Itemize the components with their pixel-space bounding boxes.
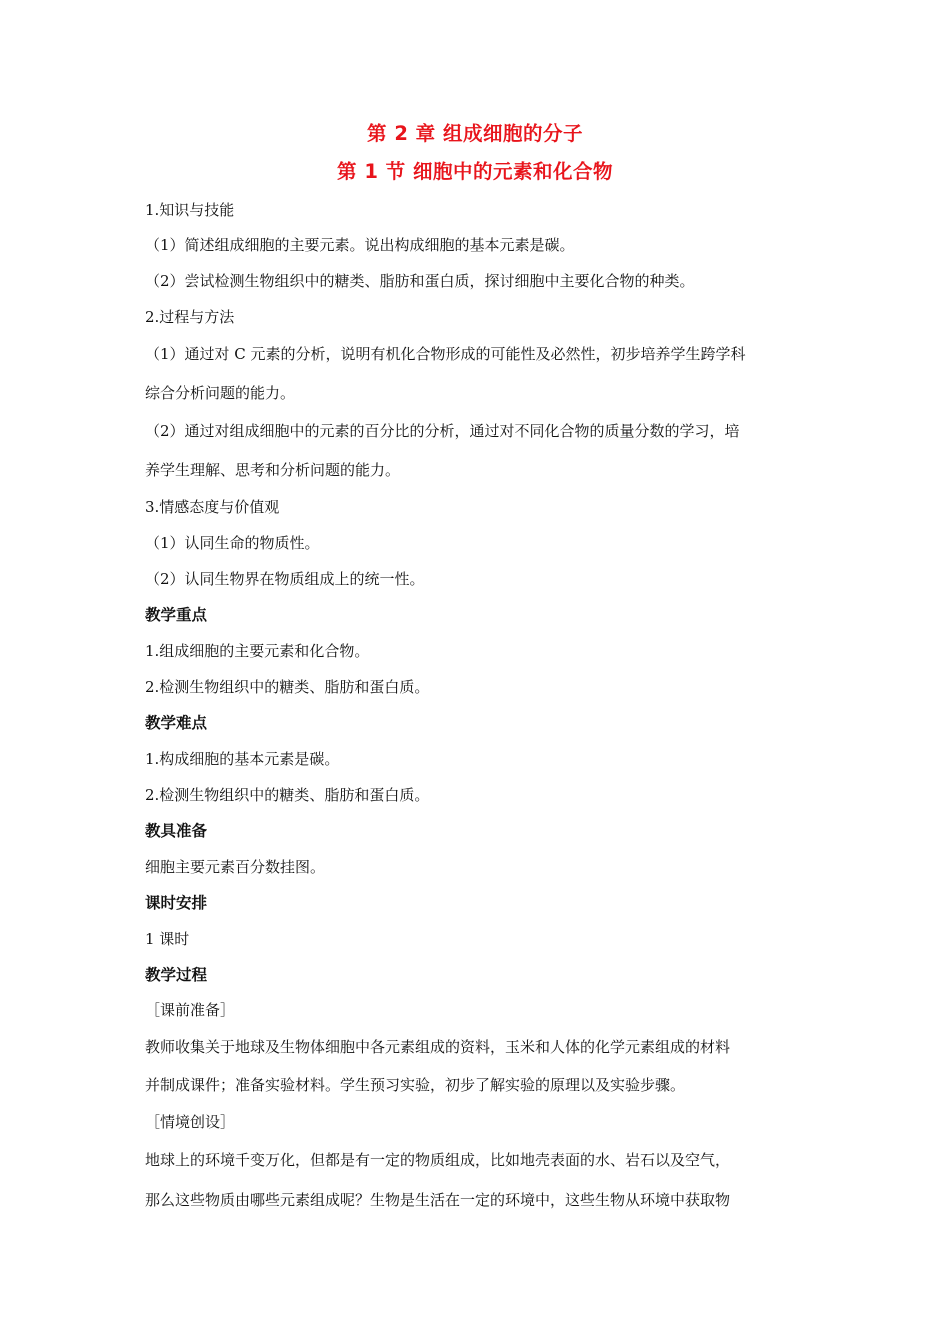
chapter-title: 第 2 章 组成细胞的分子 bbox=[367, 122, 583, 145]
paragraph-line: 那么这些物质由哪些元素组成呢？生物是生活在一定的环境中，这些生物从环境中获取物 bbox=[145, 1191, 731, 1209]
paragraph-line: （2）认同生物界在物质组成上的统一性。 bbox=[145, 570, 425, 588]
subsection-label: ［课前准备］ bbox=[145, 1001, 236, 1019]
paragraph-line: 养学生理解、思考和分析问题的能力。 bbox=[145, 461, 401, 479]
objective-heading: 2.过程与方法 bbox=[145, 308, 235, 326]
paragraph-line: （2）尝试检测生物组织中的糖类、脂肪和蛋白质，探讨细胞中主要化合物的种类。 bbox=[145, 272, 695, 290]
paragraph-line: 1 课时 bbox=[145, 930, 190, 948]
section-heading: 课时安排 bbox=[145, 894, 208, 912]
section-heading: 教学过程 bbox=[145, 966, 208, 984]
subsection-label: ［情境创设］ bbox=[145, 1113, 236, 1131]
objective-heading: 3.情感态度与价值观 bbox=[145, 498, 280, 516]
paragraph-line: （1）认同生命的物质性。 bbox=[145, 534, 320, 552]
section-heading: 教学重点 bbox=[145, 606, 208, 624]
paragraph-line: 综合分析问题的能力。 bbox=[145, 384, 296, 402]
paragraph-line: 2.检测生物组织中的糖类、脂肪和蛋白质。 bbox=[145, 678, 430, 696]
paragraph-line: 并制成课件；准备实验材料。学生预习实验，初步了解实验的原理以及实验步骤。 bbox=[145, 1076, 686, 1094]
paragraph-line: （1）通过对 C 元素的分析，说明有机化合物形成的可能性及必然性，初步培养学生跨学科 bbox=[145, 345, 746, 363]
paragraph-line: （2）通过对组成细胞中的元素的百分比的分析，通过对不同化合物的质量分数的学习，培 bbox=[145, 422, 740, 440]
paragraph-line: （1）简述组成细胞的主要元素。说出构成细胞的基本元素是碳。 bbox=[145, 236, 575, 254]
paragraph-line: 地球上的环境千变万化，但都是有一定的物质组成，比如地壳表面的水、岩石以及空气， bbox=[145, 1151, 731, 1169]
paragraph-line: 1.组成细胞的主要元素和化合物。 bbox=[145, 642, 370, 660]
paragraph-line: 教师收集关于地球及生物体细胞中各元素组成的资料，玉米和人体的化学元素组成的材料 bbox=[145, 1038, 731, 1056]
paragraph-line: 2.检测生物组织中的糖类、脂肪和蛋白质。 bbox=[145, 786, 430, 804]
paragraph-line: 1.构成细胞的基本元素是碳。 bbox=[145, 750, 340, 768]
section-title: 第 1 节 细胞中的元素和化合物 bbox=[337, 160, 613, 183]
paragraph-line: 细胞主要元素百分数挂图。 bbox=[145, 858, 326, 876]
section-heading: 教具准备 bbox=[145, 822, 208, 840]
objective-heading: 1.知识与技能 bbox=[145, 201, 235, 219]
section-heading: 教学难点 bbox=[145, 714, 208, 732]
